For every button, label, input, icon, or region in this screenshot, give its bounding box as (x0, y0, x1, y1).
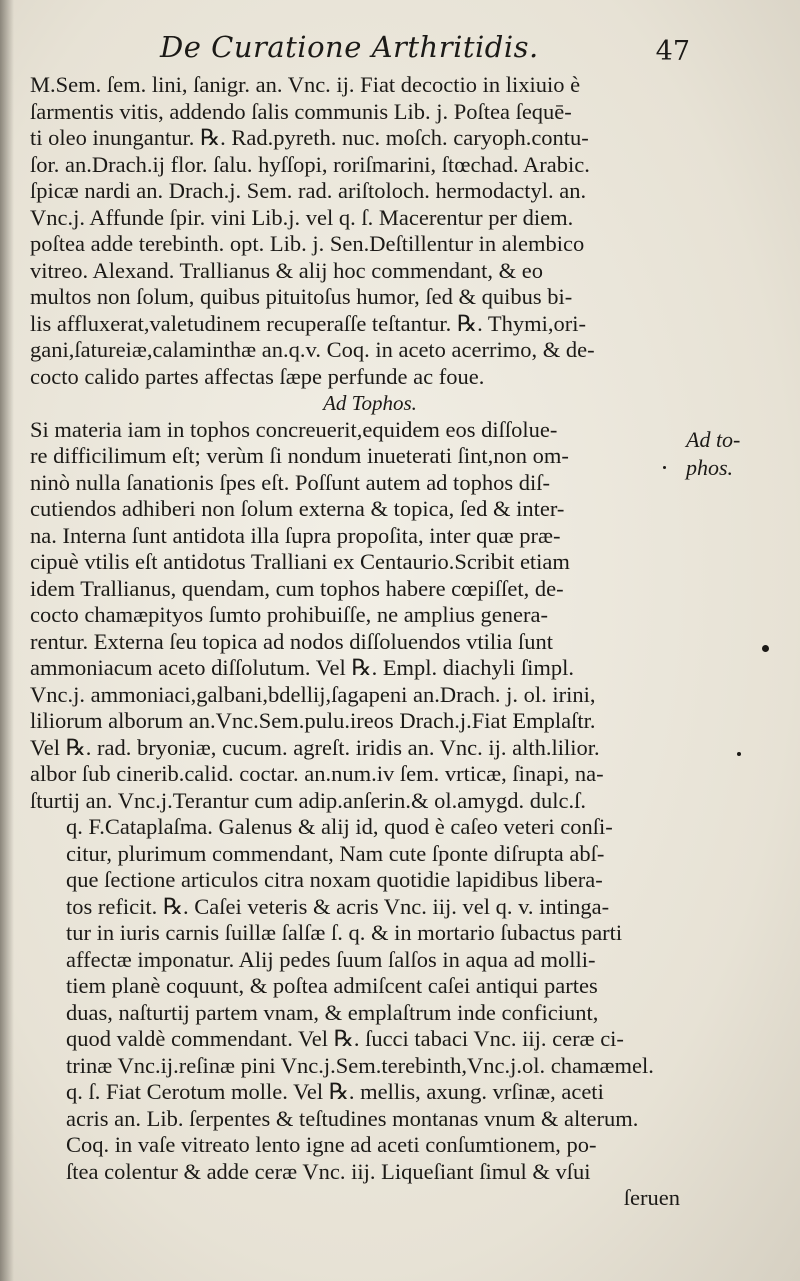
running-title: De Curatione Arthritidis. (160, 30, 539, 64)
text-line: Vel ℞. rad. bryoniæ, cucum. agreſt. iridis an. Vnc. ij. alth.lilior. (30, 734, 600, 760)
body-text (30, 72, 680, 1212)
text-line: lis affluxerat,valetudinem recuperaſſe teſtantur. ℞. Thymi,ori- (30, 310, 587, 336)
text-line: cocto calido partes affectas ſæpe perfunde ac foue. (30, 363, 485, 389)
text-line: Vnc.j. ammoniaci,galbani,bdellij,ſagapeni an.Drach. j. ol. irini, (30, 681, 596, 707)
text-line: re difficilimum eſt; verùm ſi nondum inueterati ſint,non om- (30, 443, 569, 468)
text-line: na. Interna ſunt antidota illa ſupra propoſita, inter quæ præ- (30, 522, 561, 548)
text-line: ſpicæ nardi an. Drach.j. Sem. rad. ariſtoloch. hermodactyl. an. (30, 178, 587, 203)
text-line: q. ſ. Fiat Cerotum molle. Vel ℞. mellis, axung. vrſinæ, aceti (66, 1079, 604, 1104)
text-line: ninò nulla ſanationis ſpes eſt. Poſſunt autem ad tophos diſ- (30, 469, 550, 495)
paper-speck (737, 752, 741, 756)
text-line: tos reficit. ℞. Caſei veteris & acris Vnc. iij. vel q. v. intinga- (66, 893, 610, 919)
page-number: 47 (655, 36, 690, 67)
text-line: trinæ Vnc.ij.reſinæ pini Vnc.j.Sem.terebinth,Vnc.j.ol. chamæmel. (66, 1052, 654, 1078)
text-line: idem Trallianus, quendam, cum tophos habere cœpiſſet, de- (30, 575, 564, 601)
text-line: cutiendos adhiberi non ſolum externa & topica, ſed & inter- (30, 496, 565, 521)
paper-speck (762, 645, 769, 652)
text-line: poſtea adde terebinth. opt. Lib. j. Sen.Deſtillentur in alembico (30, 231, 585, 256)
text-line: tiem planè coquunt, & poſtea admiſcent caſei antiqui partes (66, 973, 598, 998)
text-line: cocto chamæpityos ſumto prohibuiſſe, ne amplius genera- (30, 602, 549, 627)
text-line: citur, plurimum commendant, Nam cute ſponte diſrupta abſ- (66, 840, 605, 866)
text-line: multos non ſolum, quibus pituitoſus humor, ſed & quibus bi- (30, 284, 573, 309)
text-line: albor ſub cinerib.calid. coctar. an.num.iv ſem. vrticæ, ſinapi, na- (30, 761, 604, 786)
text-line: M.Sem. ſem. lini, ſanigr. an. Vnc. ij. Fiat decoctio in lixiuio è (30, 72, 581, 97)
marginal-note-line: phos. (686, 455, 734, 480)
text-line: acris an. Lib. ſerpentes & teſtudines montanas vnum & alterum. (66, 1105, 639, 1131)
text-line: ammoniacum aceto diſſolutum. Vel ℞. Empl. diachyli ſimpl. (30, 655, 575, 680)
text-line: ſor. an.Drach.ij flor. ſalu. hyſſopi, roriſmarini, ſtœchad. Arabic. (30, 151, 590, 177)
catchword: ſeruen (623, 1185, 680, 1210)
text-line: que ſectione articulos citra noxam quotidie lapidibus libera- (66, 867, 603, 892)
marginal-note (686, 426, 796, 482)
text-line: cipuè vtilis eſt antidotus Tralliani ex Centaurio.Scribit etiam (30, 549, 570, 574)
section-heading: Ad Tophos. (323, 391, 417, 415)
paper-speck (663, 466, 666, 469)
text-line: gani,ſatureiæ,calaminthæ an.q.v. Coq. in aceto acerrimo, & de- (30, 337, 595, 362)
text-line: liliorum alborum an.Vnc.Sem.pulu.ireos Drach.j.Fiat Emplaſtr. (30, 708, 596, 733)
text-line: quod valdè commendant. Vel ℞. ſucci tabaci Vnc. iij. ceræ ci- (66, 1026, 624, 1051)
text-line: Si materia iam in tophos concreuerit,equidem eos diſſolue- (30, 416, 558, 442)
text-line: duas, naſturtij partem vnam, & emplaſtrum inde conficiunt, (66, 999, 599, 1025)
text-line: tur in iuris carnis ſuillæ ſalſæ ſ. q. & in mortario ſubactus parti (66, 920, 623, 945)
text-line: rentur. Externa ſeu topica ad nodos diſſoluendos vtilia ſunt (30, 628, 554, 654)
page-header (30, 30, 690, 74)
gutter-shadow (0, 0, 14, 1281)
marginal-note-line: Ad to- (686, 427, 741, 452)
text-line: Coq. in vaſe vitreato lento igne ad aceti conſumtionem, po- (66, 1132, 597, 1157)
text-line: q. F.Cataplaſma. Galenus & alij id, quod è caſeo veteri conſi- (66, 814, 613, 839)
text-line: Vnc.j. Affunde ſpir. vini Lib.j. vel q. ſ. Macerentur per diem. (30, 204, 574, 230)
text-line: affectæ imponatur. Alij pedes ſuum ſalſos in aqua ad molli- (66, 946, 596, 972)
text-line: ſturtij an. Vnc.j.Terantur cum adip.anſerin.& ol.amygd. dulc.ſ. (30, 787, 586, 813)
text-line: ſtea colentur & adde ceræ Vnc. iij. Liqueſiant ſimul & vſui (66, 1158, 591, 1184)
text-line: ſarmentis vitis, addendo ſalis communis Lib. j. Poſtea ſequē- (30, 98, 572, 124)
text-line: ti oleo inungantur. ℞. Rad.pyreth. nuc. moſch. caryoph.contu- (30, 125, 589, 150)
text-line: vitreo. Alexand. Trallianus & alij hoc commendant, & eo (30, 257, 544, 283)
